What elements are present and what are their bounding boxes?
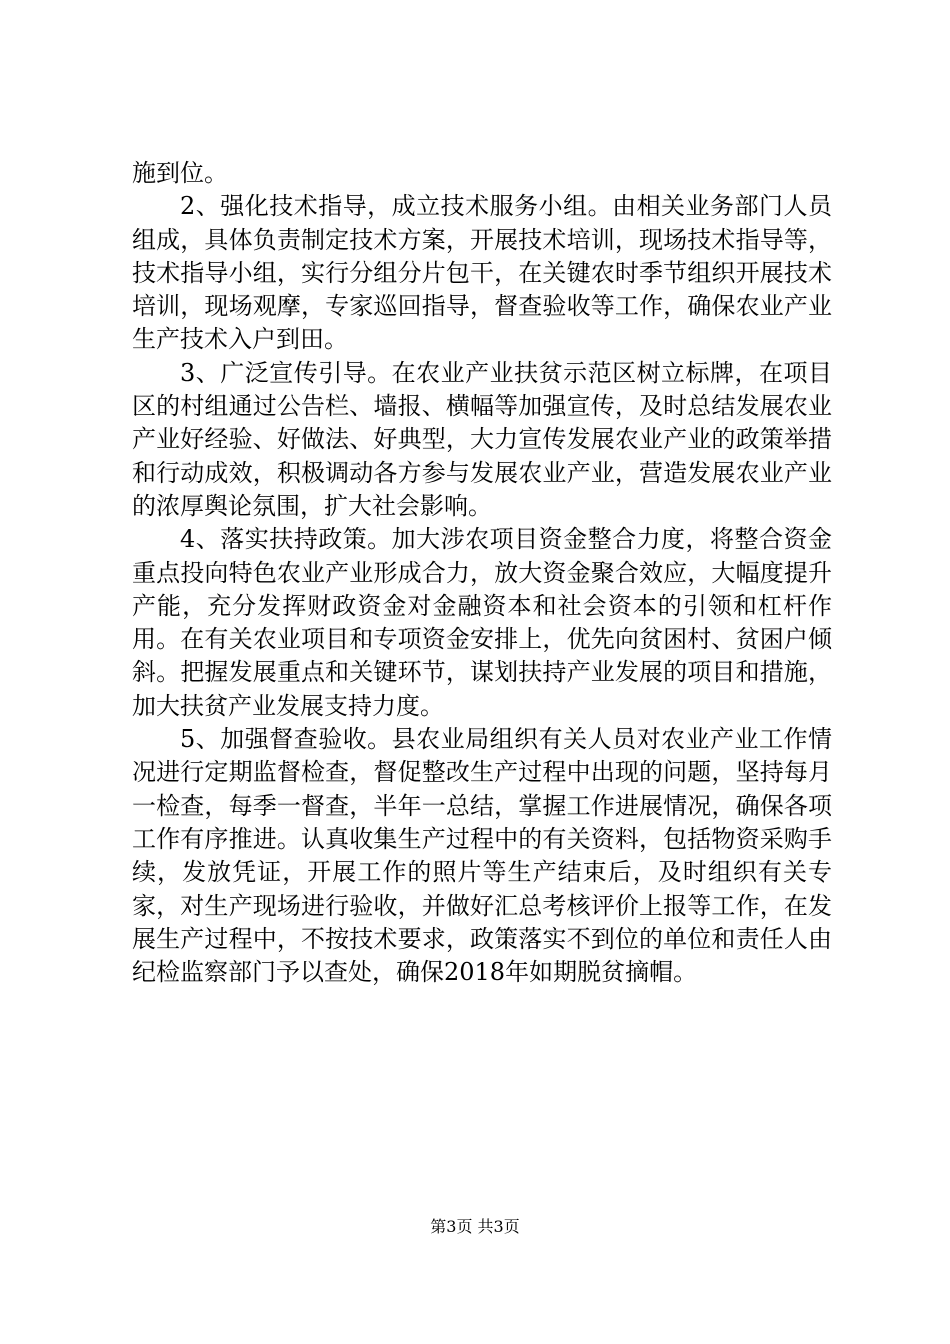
page-number-footer: 第3页 共3页 (430, 1217, 520, 1236)
document-body (132, 157, 832, 989)
paragraph-support-policy: 4、落实扶持政策。加大涉农项目资金整合力度，将整合资金重点投向特色农业产业形成合力，放大资金聚合效应，大幅度提升产能，充分发挥财政资金对金融资本和社会资本的引领和杠杆作用。在有关农业项目和专项资金安排上，优先向贫困村、贫困户倾斜。把握发展重点和关键环节，谋划扶持产业发展的项目和措施，加大扶贫产业发展支持力度。 (132, 525, 832, 720)
paragraph-publicity: 3、广泛宣传引导。在农业产业扶贫示范区树立标牌，在项目区的村组通过公告栏、墙报、横幅等加强宣传，及时总结发展农业产业好经验、好做法、好典型，大力宣传发展农业产业的政策举措和行动成效，积极调动各方参与发展农业产业，营造发展农业产业的浓厚舆论氛围，扩大社会影响。 (132, 358, 832, 520)
paragraph-technical-guidance: 2、强化技术指导，成立技术服务小组。由相关业务部门人员组成，具体负责制定技术方案，开展技术培训，现场技术指导等，技术指导小组，实行分组分片包干，在关键农时季节组织开展技术培训，现场观摩，专家巡回指导，督查验收等工作，确保农业产业生产技术入户到田。 (132, 192, 832, 354)
paragraph-supervision: 5、加强督查验收。县农业局组织有关人员对农业产业工作情况进行定期监督检查，督促整改生产过程中出现的问题，坚持每月一检查，每季一督查，半年一总结，掌握工作进展情况，确保各项工作有序推进。认真收集生产过程中的有关资料，包括物资采购手续，发放凭证，开展工作的照片等生产结束后，及时组织有关专家，对生产现场进行验收，并做好汇总考核评价上报等工作，在发展生产过程中，不按技术要求，政策落实不到位的单位和责任人由纪检监察部门予以查处，确保2018年如期脱贫摘帽。 (132, 725, 832, 987)
paragraph-continuation: 施到位。 (132, 159, 228, 187)
